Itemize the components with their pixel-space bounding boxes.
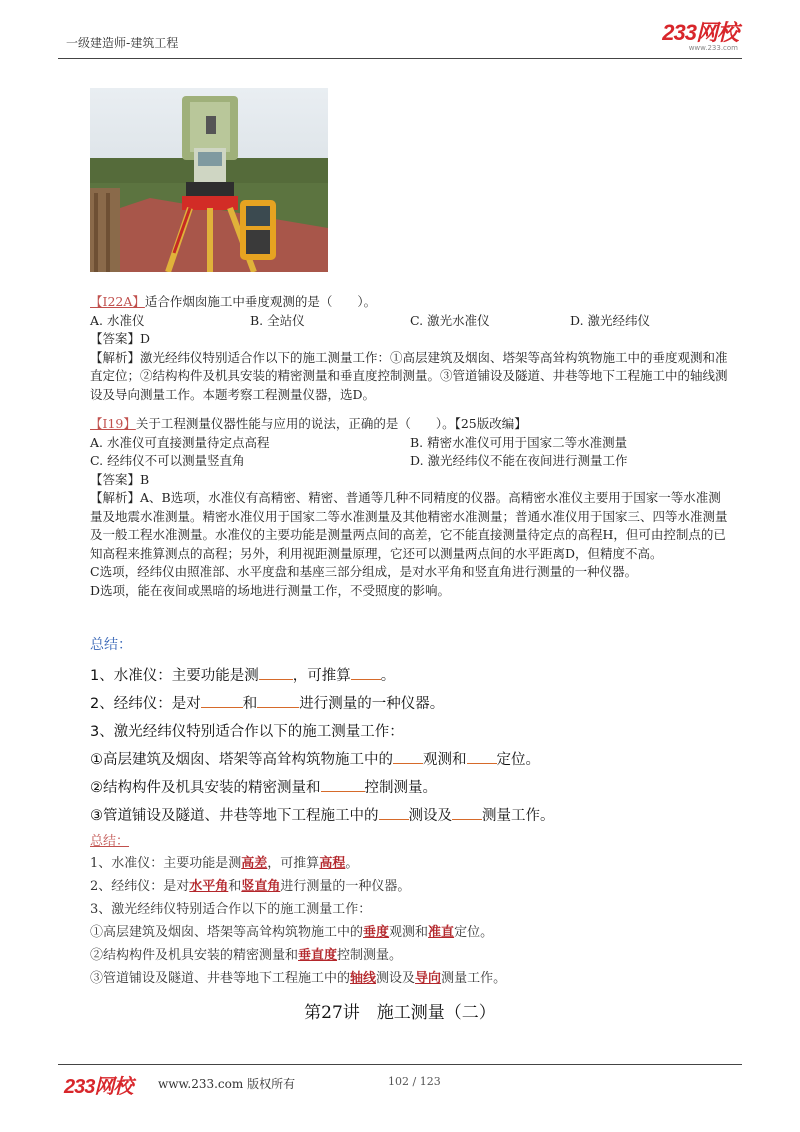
question-2-analysis-d: D选项，能在夜间或黑暗的场地进行测量工作，不受照度的影响。 <box>90 582 451 598</box>
filled-answer: 导向 <box>415 971 442 986</box>
brand-logo[interactable] <box>662 22 738 53</box>
answer-line-6: ③管道铺设及隧道、井巷等地下工程施工中的轴线测设及导向测量工作。 <box>90 971 507 986</box>
logo-text: 233网校 <box>662 20 738 45</box>
question-2-options-ab <box>90 434 730 453</box>
blank <box>467 749 497 764</box>
question-2-options-cd <box>90 452 730 471</box>
option-a: A. 水准仪 <box>90 312 145 328</box>
answer-line-3: 3、激光经纬仪特别适合作以下的施工测量工作： <box>90 902 372 917</box>
summary-heading: 总结： <box>90 637 132 653</box>
blank <box>201 693 243 708</box>
total-station-photo <box>90 88 328 272</box>
summary-line-4: ①高层建筑及烟囱、塔架等高耸构筑物施工中的 观测和 定位。 <box>90 748 540 769</box>
option-c: C. 经纬仪不可以测量竖直角 <box>90 453 245 468</box>
question-1-stem <box>90 293 730 312</box>
filled-answer: 竖直角 <box>241 879 281 894</box>
summary-answers-heading: 总结： <box>90 834 130 849</box>
option-a: A. 水准仪可直接测量待定点高程 <box>90 434 270 450</box>
page-header <box>58 22 742 59</box>
blank <box>351 665 381 680</box>
question-2-answer: 【答案】B <box>90 471 150 487</box>
blank <box>379 805 409 820</box>
option-d: D. 激光经纬仪 <box>570 312 651 328</box>
question-1-text: 适合作烟囱施工中垂度观测的是（ ）。 <box>144 294 377 309</box>
filled-answer: 垂直度 <box>298 948 338 963</box>
footer-copyright: www.233.com 版权所有 <box>158 1077 296 1091</box>
filled-answer: 水平角 <box>189 879 229 894</box>
question-1-number: 【I22A】 <box>90 294 145 309</box>
summary-line-1: 1、水准仪：主要功能是测 ，可推算 。 <box>90 664 395 685</box>
question-2-number: 【I19】 <box>90 416 136 431</box>
answer-line-1: 1、水准仪：主要功能是测高差，可推算高程。 <box>90 856 359 871</box>
question-1-analysis: 【解析】激光经纬仪特别适合作以下的施工测量工作：①高层建筑及烟囱、塔架等高耸构筑物施工中的垂度观测和准直定位；②结构构件及机具安装的精密测量和垂直度控制测量。③管道铺设及隧道、井巷等地下工程施工中的轴线测设及导向测量工作。本题考察工程测量仪器，选D。 <box>90 349 728 402</box>
blank <box>393 749 423 764</box>
header-title: 一级建造师-建筑工程 <box>66 36 179 50</box>
page-footer <box>58 1064 742 1098</box>
filled-answer: 准直 <box>428 925 455 940</box>
option-d: D. 激光经纬仪不能在夜间进行测量工作 <box>410 453 628 468</box>
question-1 <box>90 293 730 404</box>
option-b: B. 全站仪 <box>250 312 305 328</box>
page-number: 102 / 123 <box>388 1075 441 1088</box>
question-1-answer: 【答案】D <box>90 331 151 346</box>
blank <box>321 777 365 792</box>
filled-answer: 轴线 <box>350 971 377 986</box>
question-1-options <box>90 312 730 331</box>
option-c: C. 激光水准仪 <box>410 312 490 328</box>
footer-logo[interactable]: 233网校 <box>64 1076 133 1098</box>
logo-url: www.233.com <box>688 44 738 52</box>
summary-line-2: 2、经纬仪：是对 和 进行测量的一种仪器。 <box>90 692 444 713</box>
filled-answer: 高程 <box>319 856 346 871</box>
question-2-analysis-c: C选项，经纬仪由照准部、水平度盘和基座三部分组成，是对水平角和竖直角进行测量的一种仪器。 <box>90 564 638 579</box>
blank <box>259 665 293 680</box>
question-2-text: 关于工程测量仪器性能与应用的说法，正确的是（ ）。【25版改编】 <box>135 416 527 431</box>
summary-line-6: ③管道铺设及隧道、井巷等地下工程施工中的 测设及 测量工作。 <box>90 804 555 825</box>
filled-answer: 高差 <box>241 856 268 871</box>
answer-line-2: 2、经纬仪：是对水平角和竖直角进行测量的一种仪器。 <box>90 879 411 894</box>
lecture-title: 第27讲 施工测量（二） <box>304 1003 496 1023</box>
blank <box>257 693 299 708</box>
summary-line-3: 3、激光经纬仪特别适合作以下的施工测量工作： <box>90 724 404 740</box>
question-2-analysis: 【解析】A、B选项，水准仪有高精密、精密、普通等几种不同精度的仪器。高精密水准仪主要用于国家一等水准测量及地震水准测量。精密水准仪用于国家二等水准测量及其他精密水准测量；普通水准仪用于国家三、四等水准测量及一般工程水准测量。水准仪的主要功能是测量两点间的高差，它不能直接测量待定点的高程H，但可由控制点的已知高程来推算测点的高程；另外，利用视距测量原理，它还可以测量两点间的水平距离D，但精度不高。 <box>90 490 728 561</box>
option-b: B. 精密水准仪可用于国家二等水准测量 <box>410 434 628 450</box>
filled-answer: 垂度 <box>363 925 390 940</box>
blank <box>452 805 482 820</box>
answer-line-4: ①高层建筑及烟囱、塔架等高耸构筑物施工中的垂度观测和准直定位。 <box>90 925 494 940</box>
question-2 <box>90 415 730 600</box>
question-2-stem <box>90 415 730 434</box>
answer-line-5: ②结构构件及机具安装的精密测量和垂直度控制测量。 <box>90 948 403 963</box>
summary-line-5: ②结构构件及机具安装的精密测量和 控制测量。 <box>90 776 437 797</box>
